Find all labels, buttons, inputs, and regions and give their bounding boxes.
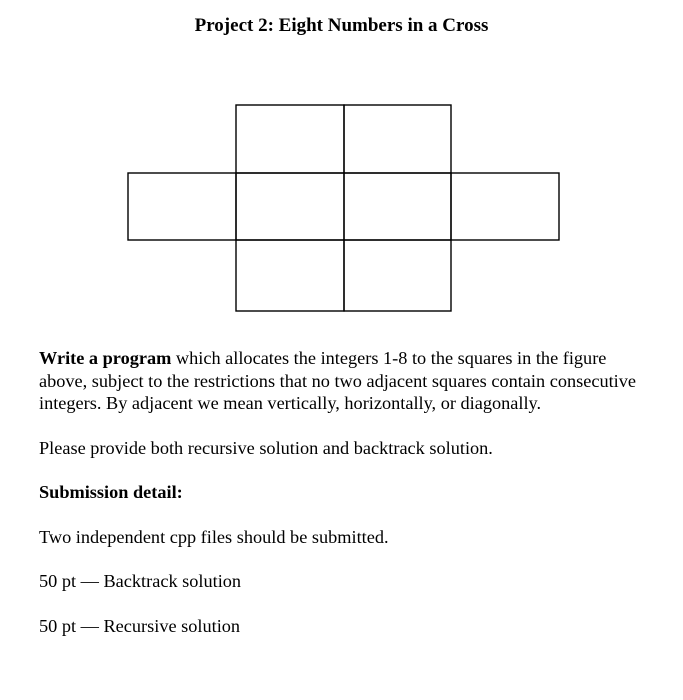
grading-item-recursive: 50 pt — Recursive solution <box>39 615 241 636</box>
square-middle-4 <box>451 173 559 240</box>
square-top-left <box>236 105 344 173</box>
square-middle-2 <box>236 173 344 240</box>
submission-text: Two independent cpp files should be submitted. <box>39 526 389 547</box>
assignment-body <box>39 347 659 637</box>
cross-figure <box>0 0 683 330</box>
square-bottom-left <box>236 240 344 311</box>
grading-item-backtrack: 50 pt — Backtrack solution <box>39 571 242 591</box>
intro-text: which allocates the integers 1-8 to the squares in the figure above, subject to the restrictions that no two adjacent squares contain consecutive integers. By adjacent we mean vertically, horizontally, or diagonally. <box>39 348 636 413</box>
note-paragraph: Please provide both recursive solution and backtrack solution. <box>39 437 493 458</box>
intro-paragraph <box>39 347 659 415</box>
submission-heading: Submission detail: <box>39 482 183 502</box>
square-middle-3 <box>344 173 451 240</box>
intro-bold-text: Write a program <box>39 348 172 368</box>
square-bottom-right <box>344 240 451 311</box>
square-middle-1 <box>128 173 236 240</box>
page-title: Project 2: Eight Numbers in a Cross <box>194 15 489 36</box>
square-top-right <box>344 105 451 173</box>
